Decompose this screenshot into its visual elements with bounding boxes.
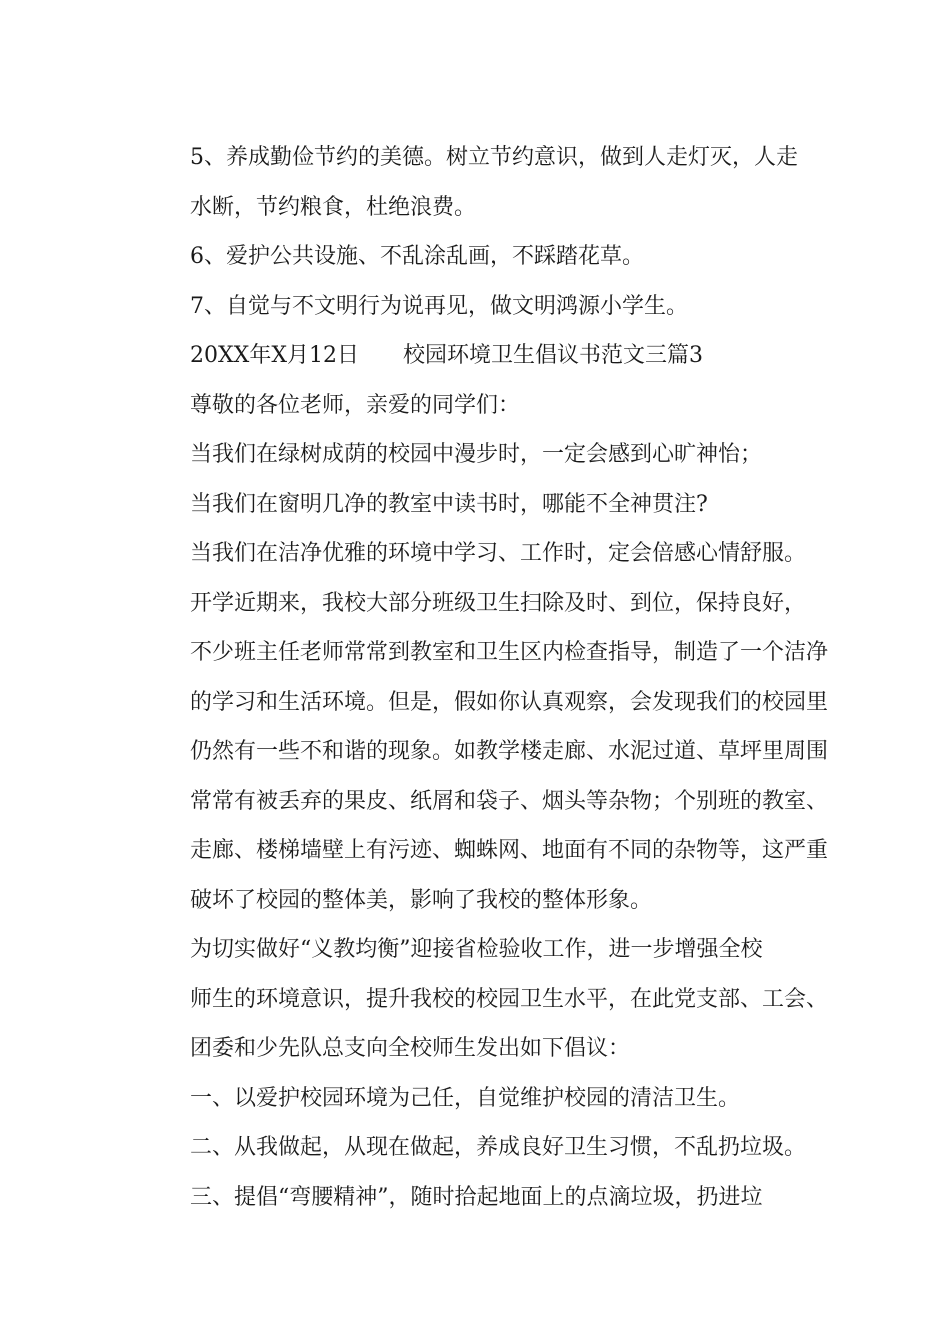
paragraph-line: 开学近期来，我校大部分班级卫生扫除及时、到位，保持良好，	[190, 590, 807, 616]
paragraph	[146, 232, 806, 282]
paragraph-line: 水断，节约粮食，杜绝浪费。	[190, 194, 477, 220]
paragraph-line: 当我们在绿树成荫的校园中漫步时，一定会感到心旷神怡；	[190, 442, 763, 467]
date-and-title-line	[146, 331, 806, 381]
paragraph-line: 破坏了校园的整体美，影响了我校的整体形象。	[190, 887, 653, 913]
paragraph-line: 7、自觉与不文明行为说再见，做文明鸿源小学生。	[190, 293, 688, 319]
paragraph	[146, 282, 806, 332]
paragraph	[146, 381, 806, 431]
paragraph	[146, 529, 806, 579]
paragraph-line: 5、养成勤俭节约的美德。树立节约意识，做到人走灯灭，人走	[190, 145, 798, 170]
paragraph-line: 6、爱护公共设施、不乱涂乱画，不踩踏花草。	[190, 244, 644, 269]
paragraph-line: 三、提倡“弯腰精神”，随时拾起地面上的点滴垃圾，扔进垃	[190, 1184, 763, 1210]
paragraph-line: 不少班主任老师常常到教室和卫生区内检查指导，制造了一个洁净	[190, 640, 829, 665]
document-date: 20XX年X月12日	[190, 343, 359, 368]
paragraph-line: 仍然有一些不和谐的现象。如教学楼走廊、水泥过道、草坪里周围	[190, 739, 829, 764]
paragraph	[146, 925, 829, 1074]
paragraph-line: 的学习和生活环境。但是，假如你认真观察，会发现我们的校园里	[190, 689, 829, 715]
paragraph	[146, 133, 806, 232]
paragraph	[146, 430, 806, 480]
paragraph-line: 为切实做好“义教均衡”迎接省检验收工作，进一步增强全校	[190, 937, 763, 962]
paragraph	[146, 579, 829, 926]
section-title: 校园环境卫生倡议书范文三篇3	[402, 343, 703, 368]
paragraph-line: 当我们在窗明几净的教室中读书时，哪能不全神贯注?	[190, 491, 708, 517]
paragraph	[146, 480, 806, 530]
document-body	[146, 133, 829, 1222]
paragraph	[146, 1173, 806, 1223]
paragraph-line: 常常有被丢弃的果皮、纸屑和袋子、烟头等杂物；个别班的教室、	[190, 788, 829, 814]
paragraph-line: 师生的环境意识，提升我校的校园卫生水平，在此党支部、工会、	[190, 986, 829, 1012]
paragraph	[146, 1074, 806, 1124]
paragraph-line: 一、以爱护校园环境为己任，自觉维护校园的清洁卫生。	[190, 1085, 741, 1111]
paragraph-line: 尊敬的各位老师，亲爱的同学们：	[190, 392, 521, 418]
paragraph	[146, 1123, 806, 1173]
paragraph-line: 当我们在洁净优雅的环境中学习、工作时，定会倍感心情舒服。	[190, 541, 807, 566]
paragraph-line: 走廊、楼梯墙壁上有污迹、蜘蛛网、地面有不同的杂物等，这严重	[190, 838, 829, 863]
paragraph-line: 二、从我做起，从现在做起，养成良好卫生习惯，不乱扔垃圾。	[190, 1135, 807, 1160]
paragraph-line: 团委和少先队总支向全校师生发出如下倡议：	[190, 1036, 631, 1061]
